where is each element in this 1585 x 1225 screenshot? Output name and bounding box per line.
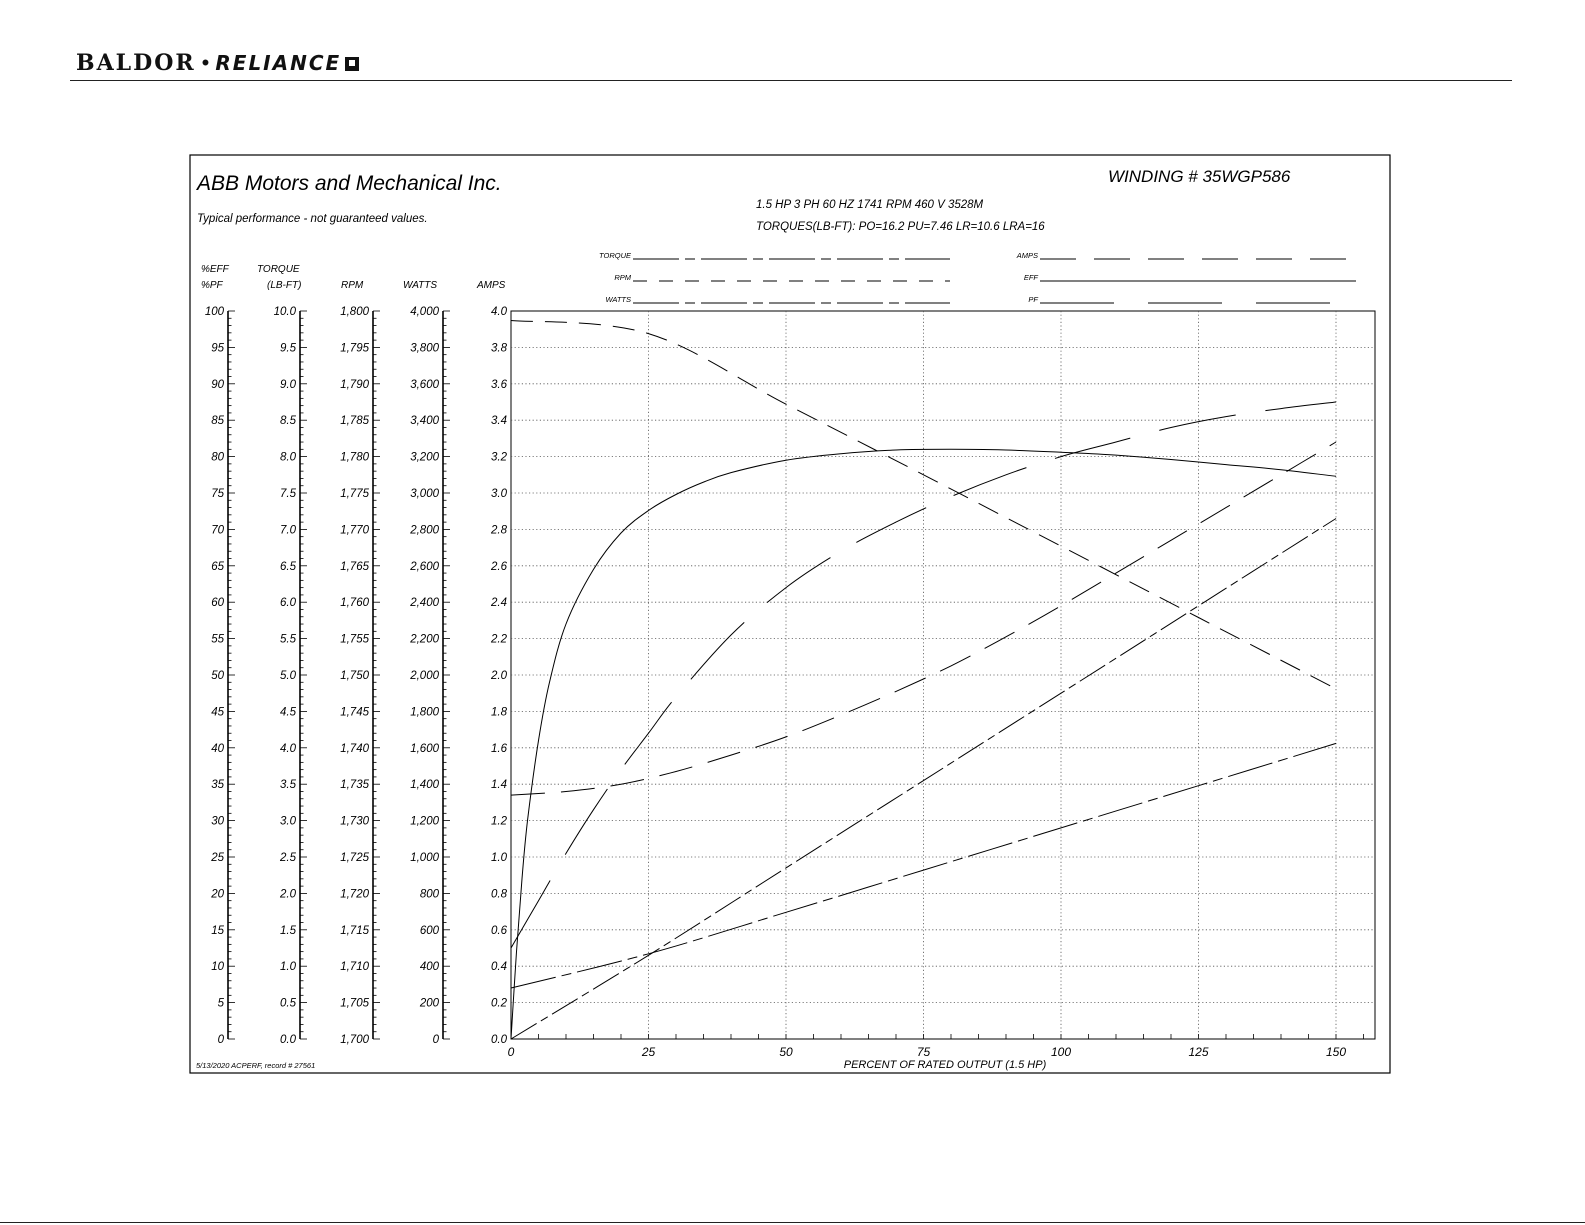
axis-tick-label: 60 bbox=[211, 597, 224, 610]
legend-label-eff: EFF bbox=[1023, 273, 1038, 282]
specs-line-2: TORQUES(LB-FT): PO=16.2 PU=7.46 LR=10.6 LRA=16 bbox=[756, 221, 1045, 233]
axis-tick-label: 7.0 bbox=[280, 524, 296, 537]
axis-tick-label: 2,600 bbox=[410, 560, 439, 573]
axis-tick-label: 1,785 bbox=[340, 415, 369, 428]
axis-tick-label: 7.5 bbox=[280, 488, 296, 500]
axis-tick-label: 0.4 bbox=[491, 961, 507, 974]
axis-tick-label: 4.0 bbox=[280, 742, 296, 755]
axis-tick-label: 65 bbox=[211, 560, 224, 573]
axis-tick-label: 1.6 bbox=[491, 742, 507, 755]
axis-tick-label: 1.5 bbox=[280, 924, 296, 937]
axis-tick-label: 4.0 bbox=[491, 306, 507, 318]
axis-tick-label: 1,800 bbox=[340, 306, 369, 318]
axis-tick-label: 2.5 bbox=[280, 852, 296, 864]
axis-tick-label: 1.4 bbox=[491, 779, 507, 792]
axis-header: (LB-FT) bbox=[267, 280, 302, 291]
axis-tick-label: 5.5 bbox=[280, 633, 296, 646]
axis-tick-label: 0 bbox=[432, 1034, 439, 1046]
axis-tick-label: 35 bbox=[211, 779, 224, 792]
axis-tick-label: 25 bbox=[211, 852, 224, 864]
axis-tick-label: 200 bbox=[419, 997, 439, 1010]
axis-tick-label: 9.5 bbox=[280, 342, 296, 355]
axis-tick-label: 0.2 bbox=[491, 997, 507, 1010]
axis-tick-label: 20 bbox=[211, 888, 224, 901]
axis-tick-label: 1,740 bbox=[340, 742, 369, 755]
axis-tick-label: 2,800 bbox=[410, 524, 439, 537]
axis-tick-label: 15 bbox=[211, 924, 224, 937]
axis-header: WATTS bbox=[403, 280, 438, 291]
axis-lbft bbox=[257, 264, 307, 1046]
axis-tick-label: 1.0 bbox=[280, 961, 296, 974]
axis-tick-label: 95 bbox=[211, 342, 224, 355]
axis-tick-label: 1,755 bbox=[340, 633, 369, 646]
legend-label-amps: AMPS bbox=[1016, 251, 1038, 260]
axis-tick-label: 2.0 bbox=[280, 888, 296, 901]
axis-header: TORQUE bbox=[257, 264, 300, 275]
axis-tick-label: 10.0 bbox=[273, 306, 296, 318]
axis-tick-label: 2,400 bbox=[410, 597, 439, 610]
axis-tick-label: 2.8 bbox=[491, 524, 507, 537]
axis-tick-label: 1,720 bbox=[340, 888, 369, 901]
axis-tick-label: 1,400 bbox=[410, 779, 439, 792]
axis-watts bbox=[403, 280, 450, 1046]
axis-tick-label: 8.5 bbox=[280, 415, 296, 428]
axis-tick-label: 45 bbox=[211, 706, 224, 719]
axis-tick-label: 1.8 bbox=[491, 706, 507, 719]
axis-tick-label: 1,770 bbox=[340, 524, 369, 537]
x-tick-label: 50 bbox=[779, 1045, 793, 1059]
axis-tick-label: 1,780 bbox=[340, 451, 369, 464]
axis-tick-label: 30 bbox=[211, 815, 224, 828]
brand-subname: RELIANCE bbox=[215, 51, 342, 75]
axis-tick-label: 1,765 bbox=[340, 560, 369, 573]
disclaimer-text: Typical performance - not guaranteed values. bbox=[197, 213, 428, 225]
axis-tick-label: 80 bbox=[211, 451, 224, 464]
axis-tick-label: 1.0 bbox=[491, 852, 507, 864]
series-line-rpm bbox=[511, 321, 1336, 689]
chart-frame bbox=[190, 155, 1390, 1073]
axis-tick-label: 3.2 bbox=[491, 451, 507, 464]
axis-tick-label: 3,400 bbox=[410, 415, 439, 428]
axis-tick-label: 3.4 bbox=[491, 415, 507, 428]
axis-tick-label: 800 bbox=[419, 888, 439, 901]
axis-tick-label: 2,200 bbox=[410, 633, 439, 646]
axis-tick-label: 1,715 bbox=[340, 924, 369, 937]
axis-tick-label: 4,000 bbox=[410, 306, 439, 318]
axis-tick-label: 55 bbox=[211, 633, 224, 646]
legend-label-torque: TORQUE bbox=[599, 251, 631, 260]
axis-tick-label: 3,600 bbox=[410, 378, 439, 391]
legend-label-pf: PF bbox=[1028, 295, 1038, 304]
company-title: ABB Motors and Mechanical Inc. bbox=[197, 172, 502, 195]
axis-tick-label: 1,000 bbox=[410, 852, 439, 864]
axis-header: %PF bbox=[201, 280, 223, 291]
axis-tick-label: 1,800 bbox=[410, 706, 439, 719]
axis-tick-label: 85 bbox=[211, 415, 224, 428]
axis-tick-label: 1.2 bbox=[491, 815, 507, 828]
x-axis-label: PERCENT OF RATED OUTPUT (1.5 HP) bbox=[843, 1059, 1047, 1071]
x-tick-label: 150 bbox=[1325, 1045, 1347, 1059]
footer-note: 5/13/2020 ACPERF, record # 27561 bbox=[196, 1061, 316, 1070]
axis-tick-label: 1,730 bbox=[340, 815, 369, 828]
axis-pf bbox=[201, 264, 235, 1046]
x-tick-label: 75 bbox=[916, 1045, 931, 1059]
axis-header: AMPS bbox=[477, 280, 506, 291]
axis-tick-label: 1,790 bbox=[340, 378, 369, 391]
axis-tick-label: 2.6 bbox=[491, 560, 507, 573]
axis-tick-label: 2.2 bbox=[491, 633, 507, 646]
axis-tick-label: 1,760 bbox=[340, 597, 369, 610]
axis-header: RPM bbox=[341, 280, 364, 291]
axis-tick-label: 600 bbox=[419, 924, 439, 937]
legend bbox=[599, 251, 1356, 304]
axis-tick-label: 3.0 bbox=[491, 488, 507, 500]
axis-tick-label: 0.5 bbox=[280, 997, 296, 1010]
axis-tick-label: 3.5 bbox=[280, 779, 296, 792]
axis-tick-label: 5.0 bbox=[280, 670, 296, 682]
axis-tick-label: 0.0 bbox=[280, 1034, 296, 1046]
legend-label-rpm: RPM bbox=[614, 273, 631, 282]
axis-tick-label: 2,000 bbox=[410, 670, 439, 682]
plot-area bbox=[508, 311, 1375, 1059]
axis-tick-label: 1,600 bbox=[410, 742, 439, 755]
legend-label-watts: WATTS bbox=[605, 295, 631, 304]
axis-tick-label: 1,700 bbox=[340, 1034, 369, 1046]
axis-tick-label: 40 bbox=[211, 742, 224, 755]
axis-tick-label: 3,800 bbox=[410, 342, 439, 355]
axis-tick-label: 1,705 bbox=[340, 997, 369, 1010]
axis-tick-label: 8.0 bbox=[280, 451, 296, 464]
axis-tick-label: 10 bbox=[211, 961, 224, 974]
axis-tick-label: 0.0 bbox=[491, 1034, 507, 1046]
footer-rule bbox=[0, 1222, 1585, 1223]
winding-label: WINDING # 35WGP586 bbox=[1108, 167, 1291, 186]
axis-header: %EFF bbox=[201, 264, 229, 275]
axis-tick-label: 6.5 bbox=[280, 560, 296, 573]
axis-rpm bbox=[340, 280, 380, 1046]
axis-tick-label: 3,200 bbox=[410, 451, 439, 464]
axis-tick-label: 1,735 bbox=[340, 779, 369, 792]
axis-tick-label: 2.0 bbox=[491, 670, 507, 682]
x-tick-label: 125 bbox=[1188, 1045, 1209, 1059]
axis-tick-label: 400 bbox=[419, 961, 439, 974]
axis-amps bbox=[476, 280, 508, 1046]
axis-tick-label: 1,745 bbox=[340, 706, 369, 719]
axis-tick-label: 70 bbox=[211, 524, 224, 537]
axis-tick-label: 3.6 bbox=[491, 378, 507, 391]
axis-tick-label: 1,795 bbox=[340, 342, 369, 355]
axis-tick-label: 90 bbox=[211, 378, 224, 391]
axis-tick-label: 1,775 bbox=[340, 488, 369, 500]
left-axes bbox=[201, 264, 508, 1046]
axis-tick-label: 1,710 bbox=[340, 961, 369, 974]
axis-tick-label: 6.0 bbox=[280, 597, 296, 610]
brand-separator: • bbox=[201, 50, 210, 75]
brand-name: BALDOR bbox=[76, 50, 196, 76]
axis-tick-label: 1,750 bbox=[340, 670, 369, 682]
axis-tick-label: 0.6 bbox=[491, 924, 507, 937]
axis-tick-label: 3,000 bbox=[410, 488, 439, 500]
axis-tick-label: 50 bbox=[211, 670, 224, 682]
axis-tick-label: 0 bbox=[217, 1034, 224, 1046]
axis-tick-label: 100 bbox=[204, 306, 224, 318]
axis-tick-label: 3.8 bbox=[491, 342, 507, 355]
axis-tick-label: 0.8 bbox=[491, 888, 507, 901]
x-tick-label: 25 bbox=[641, 1045, 656, 1059]
specs-line-1: 1.5 HP 3 PH 60 HZ 1741 RPM 460 V 3528M bbox=[756, 199, 984, 211]
axis-tick-label: 4.5 bbox=[280, 706, 296, 719]
axis-tick-label: 5 bbox=[217, 997, 224, 1010]
axis-tick-label: 3.0 bbox=[280, 815, 296, 828]
x-tick-label: 0 bbox=[507, 1045, 515, 1059]
axis-tick-label: 1,200 bbox=[410, 815, 439, 828]
axis-tick-label: 75 bbox=[211, 488, 224, 500]
axis-tick-label: 9.0 bbox=[280, 378, 296, 391]
x-tick-label: 100 bbox=[1050, 1045, 1072, 1059]
axis-tick-label: 1,725 bbox=[340, 852, 369, 864]
axis-tick-label: 2.4 bbox=[491, 597, 507, 610]
